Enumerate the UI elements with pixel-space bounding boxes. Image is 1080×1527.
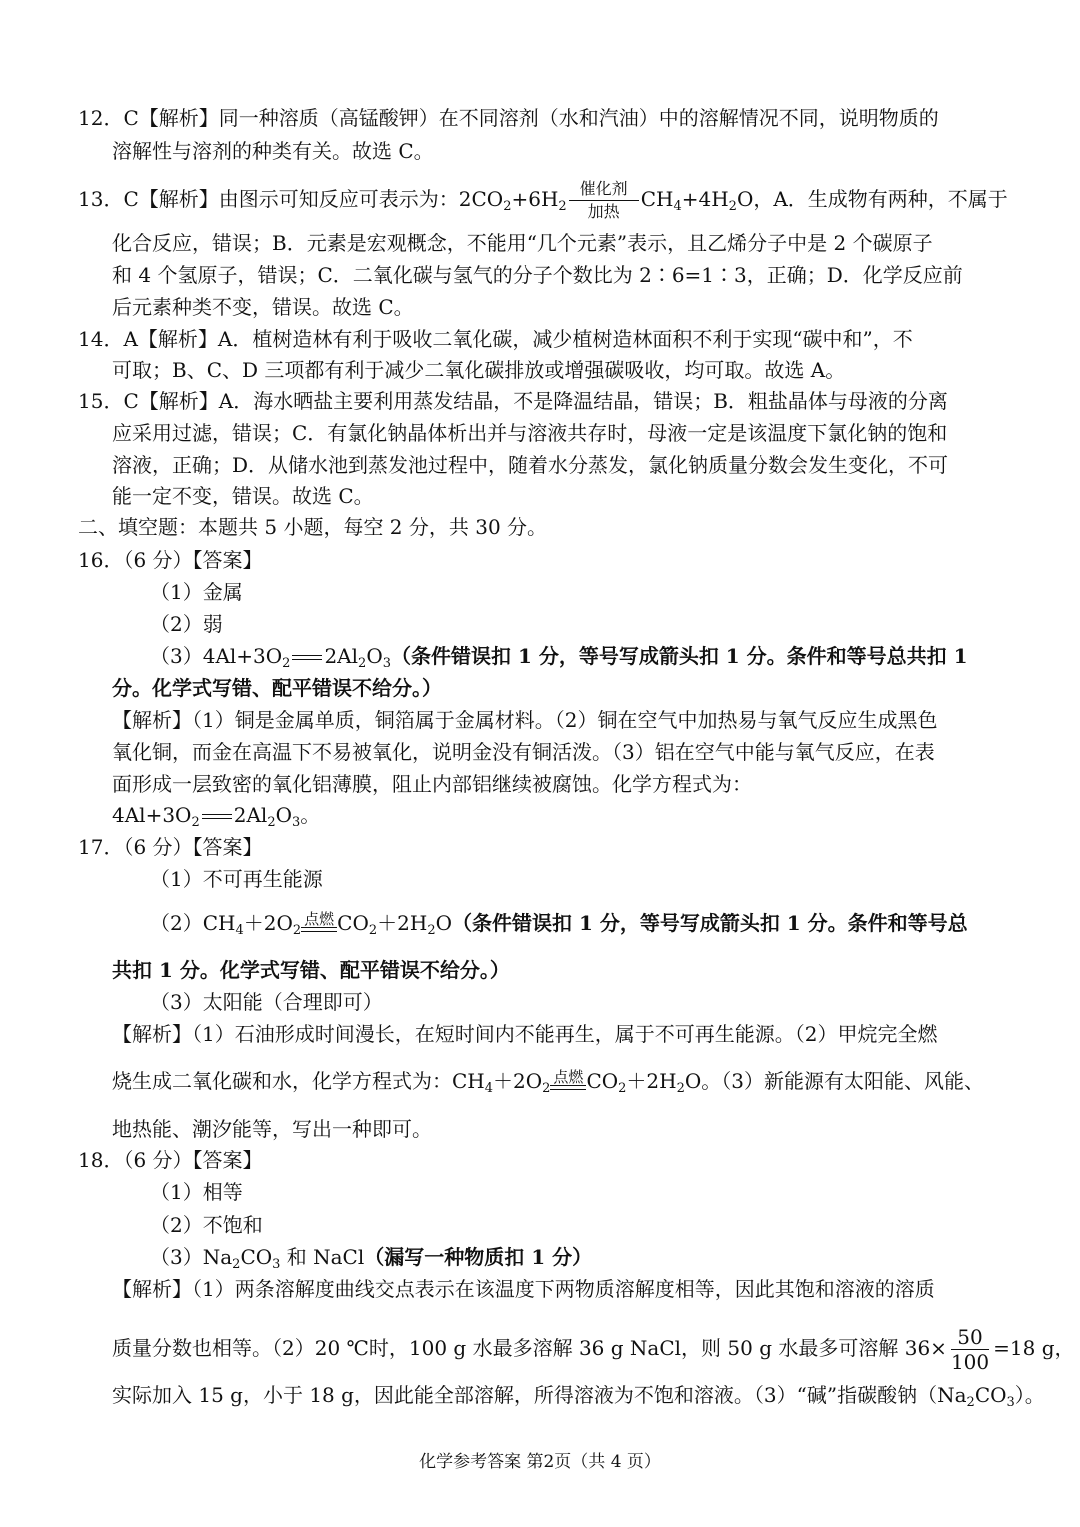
explain-text: 质量分数也相等。（2）20 ℃时，100 g 水最多溶解 36 g NaCl，则 50 g 水最多可溶解 36× [112,1336,947,1360]
equation-bar [569,200,639,201]
q18-explain2 [112,1320,1075,1376]
eq-right-b: ＋2H [626,1069,677,1093]
eq-right: CO [337,911,369,935]
formula-b: CO [240,1245,273,1269]
q18-head: 18．（6 分）【答案】 [78,1148,263,1172]
subscript: 3 [292,815,301,830]
grading-note: （条件错误扣 1 分，等号写成箭头扣 1 分。条件和等号总共扣 1 [391,644,968,668]
q17-answer2 [150,908,1010,938]
section-heading: 二、填空题：本题共 5 小题，每空 2 分，共 30 分。 [78,515,548,539]
q13-text-b: +6H [511,187,559,211]
q13-line2: 化合反应，错误；B．元素是宏观概念，不能用“几个元素”表示，且乙烯分子中是 2 个碳原子 [112,231,933,255]
q14-line2: 可取；B、C、D 三项都有利于减少二氧化碳排放或增强碳吸收，均可取。故选 A。 [112,358,846,382]
q16-explain1: 【解析】（1）铜是金属单质，铜箔属于金属材料。（2）铜在空气中加热易与氧气反应生成黑色 [112,708,938,732]
q13-line1 [78,179,1010,221]
subscript: 2 [728,199,737,214]
q13-text-d: +4H [681,187,729,211]
q18-answer2: （2）不饱和 [150,1213,263,1237]
q13-line4: 后元素种类不变，错误。故选 C。 [112,295,414,319]
eq-right: CO [586,1069,619,1093]
q15-line4: 能一定不变，错误。故选 C。 [112,484,374,508]
eq-right: 2Al [233,803,268,827]
grading-note: （漏写一种物质扣 1 分） [364,1245,593,1269]
q15-line1: 15．C【解析】A．海水晒盐主要利用蒸发结晶，不是降温结晶，错误；B．粗盐晶体与母液的分离 [78,389,948,413]
subscript: 2 [232,1257,241,1272]
q13-text-a: 13．C【解析】由图示可知反应可表示为：2CO [78,187,504,211]
subscript: 2 [427,923,436,938]
condition-top: 催化剂 [579,179,628,198]
q17-answer1: （1）不可再生能源 [150,867,323,891]
subscript: 2 [282,656,291,671]
eq-right-o: O [366,644,383,668]
q16-head: 16．（6 分）【答案】 [78,548,263,572]
q13-text-e: O，A．生成物有两种，不属于 [736,187,1008,211]
q16-explain3: 面形成一层致密的氧化铝薄膜，阻止内部铝继续被腐蚀。化学方程式为： [112,772,752,796]
eq-left: （3）4Al+3O [150,644,283,668]
explain-text-end: =18 g， [993,1336,1075,1360]
subscript: 2 [267,815,276,830]
condition-bottom: 加热 [587,202,620,221]
reaction-condition [301,909,337,938]
subscript: 2 [368,923,378,938]
subscript: 2 [618,1081,627,1096]
q12-line2: 溶解性与溶剂的种类有关。故选 C。 [112,139,434,163]
eq-right-b: ＋2H [377,911,428,935]
equals-sign [202,814,232,819]
q16-answer3 [150,641,1010,671]
q13-line3: 和 4 个氢原子，错误；C．二氧化碳与氢气的分子个数比为 2∶6=1∶3，正确；D．化学反应前 [112,263,963,287]
equals-sign [292,655,322,660]
grading-note: （条件错误扣 1 分，等号写成箭头扣 1 分。条件和等号总 [452,911,968,935]
subscript: 2 [542,1081,551,1096]
explain-text: 实际加入 15 g，小于 18 g，因此能全部溶解，所得溶液为不饱和溶液。（3）“碱”指碳酸钠（Na [112,1383,967,1407]
eq-right: 2Al [324,644,359,668]
subscript: 2 [966,1395,975,1410]
formula-a: （3）Na [150,1245,233,1269]
subscript: 4 [673,199,682,214]
q18-explain3 [112,1380,1045,1410]
q15-line3: 溶液，正确；D．从储水池到蒸发池过程中，随着水分蒸发，氯化钠质量分数会发生变化，不可 [112,453,949,477]
subscript: 2 [503,199,512,214]
fraction [951,1325,989,1374]
q16-answer2: （2）弱 [150,612,223,636]
explain-text: 烧生成二氧化碳和水，化学方程式为：CH [112,1069,485,1093]
q18-answer3 [150,1242,1010,1272]
eq-left: 4Al+3O [112,803,192,827]
eq-right-c: O [435,911,452,935]
q16-explain4 [112,800,1010,830]
subscript: 2 [292,923,302,938]
subscript: 4 [484,1081,494,1096]
q17-explain1: 【解析】（1）石油形成时间漫长，在短时间内不能再生，属于不可再生能源。（2）甲烷完全燃 [112,1022,938,1046]
formula-c: 和 NaCl [280,1245,365,1269]
subscript: 2 [191,815,200,830]
q15-line2: 应采用过滤，错误；C．有氯化钠晶体析出并与溶液共存时，母液一定是该温度下氯化钠的饱和 [112,421,948,445]
q18-answer1: （1）相等 [150,1180,243,1204]
period: 。 [300,803,321,827]
q18-explain1: 【解析】（1）两条溶解度曲线交点表示在该温度下两物质溶解度相等，因此其饱和溶液的溶质 [112,1277,935,1301]
explain-text-end: ）。 [1014,1383,1045,1407]
q16-grading-note-2: 分。化学式写错、配平错误不给分。） [112,676,442,700]
q14-line1: 14．A【解析】A．植树造林有利于吸收二氧化碳，减少植树造林面积不利于实现“碳中和”，不 [78,327,913,351]
eq-left-b: ＋2O [243,911,293,935]
page-footer: 化学参考答案 第2页（共 4 页） [419,1452,661,1472]
subscript: 4 [235,923,244,938]
q17-grading-note-2: 共扣 1 分。化学式写错、配平错误不给分。） [112,958,510,982]
formula-b: CO [974,1383,1007,1407]
q16-explain2: 氧化铜，而金在高温下不易被氧化，说明金没有铜活泼。（3）铝在空气中能与氧气反应，在表 [112,740,935,764]
q17-explain3: 地热能、潮汐能等，写出一种即可。 [112,1117,432,1141]
q17-answer3: （3）太阳能（合理即可） [150,990,383,1014]
q17-head: 17．（6 分）【答案】 [78,835,263,859]
condition-top: 点燃 [553,1067,584,1086]
subscript: 2 [676,1081,685,1096]
explain-text-end: O。（3）新能源有太阳能、风能、 [684,1069,984,1093]
subscript: 3 [272,1257,281,1272]
subscript: 2 [558,199,567,214]
subscript: 3 [1006,1395,1015,1410]
subscript: 3 [382,656,391,671]
condition-top: 点燃 [304,909,335,928]
eq-right-o: O [275,803,292,827]
denominator: 100 [950,1350,990,1374]
eq-left-b: ＋2O [493,1069,543,1093]
reaction-condition [550,1067,586,1096]
subscript: 2 [358,656,367,671]
eq-left: （2）CH [150,911,236,935]
q17-explain2 [112,1066,1010,1096]
q13-text-c: CH [640,187,674,211]
q16-answer1: （1）金属 [150,580,243,604]
numerator: 50 [951,1325,989,1350]
reaction-condition [569,180,639,221]
q12-line1: 12．C【解析】同一种溶质（高锰酸钾）在不同溶剂（水和汽油）中的溶解情况不同，说明物质的 [78,106,939,130]
